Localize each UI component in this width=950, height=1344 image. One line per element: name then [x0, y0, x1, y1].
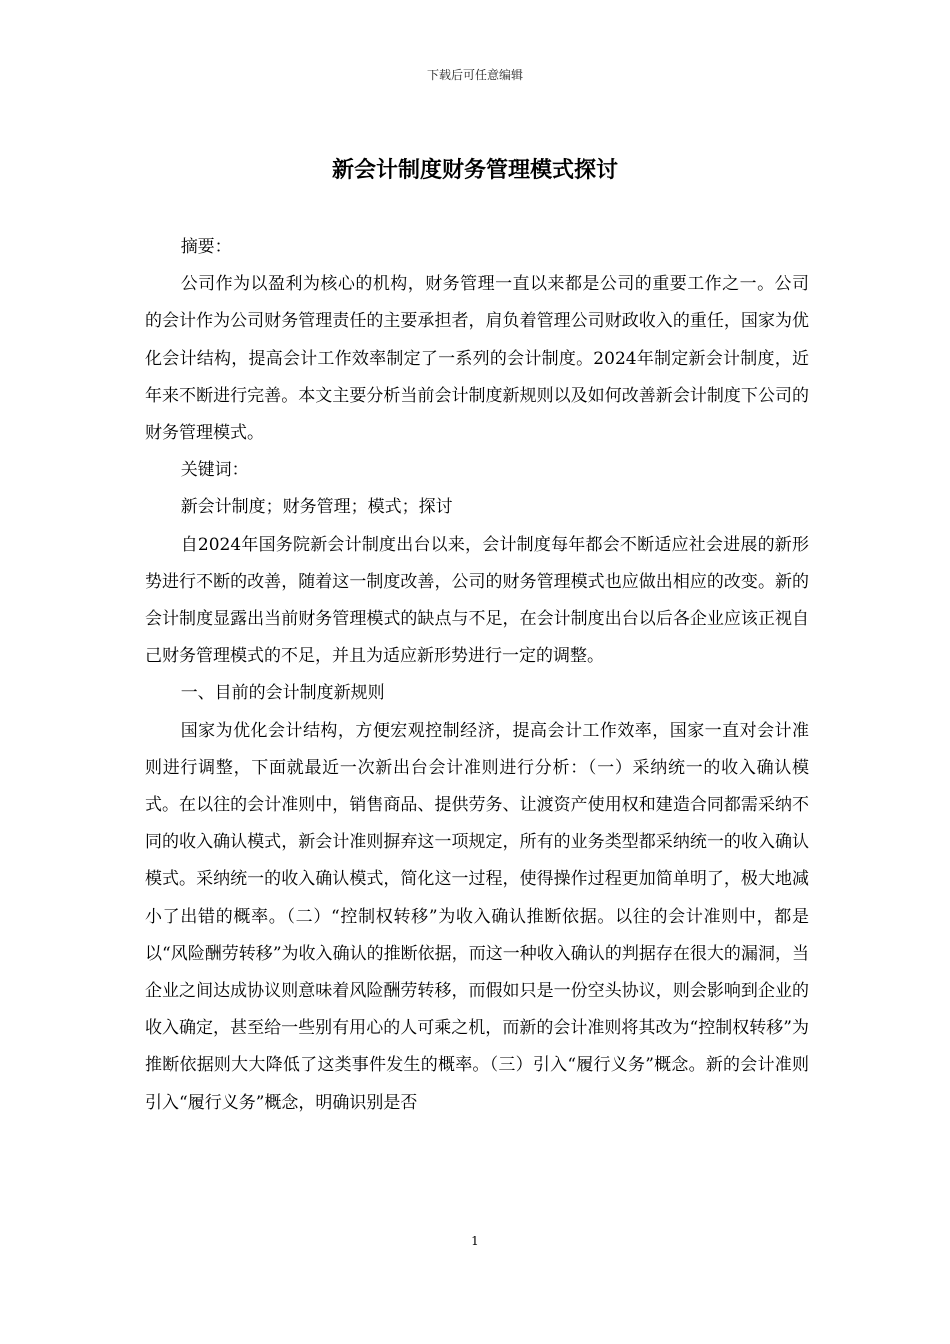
- abstract-paragraph: 公司作为以盈利为核心的机构，财务管理一直以来都是公司的重要工作之一。公司的会计作为公司财务管理责任的主要承担者，肩负着管理公司财政收入的重任，国家为优化会计结构，提高会计工作效率制定了一系列的会计制度。2024年制定新会计制度，近年来不断进行完善。本文主要分析当前会计制度新规则以及如何改善新会计制度下公司的财务管理模式。: [145, 274, 809, 444]
- abstract-heading: 摘要：: [180, 237, 232, 257]
- section-paragraph: 国家为优化会计结构，方便宏观控制经济，提高会计工作效率，国家一直对会计准则进行调整，下面就最近一次新出台会计准则进行分析：（一）采纳统一的收入确认模式。在以往的会计准则中，销售商品、提供劳务、让渡资产使用权和建造合同都需采纳不同的收入确认模式，新会计准则摒弃这一项规定，所有的业务类型都采纳统一的收入确认模式。采纳统一的收入确认模式，简化这一过程，使得操作过程更加简单明了，极大地减小了出错的概率。（二）“控制权转移”为收入确认推断依据。以往的会计准则中，都是以“风险酬劳转移”为收入确认的推断依据，而这一种收入确认的判据存在很大的漏洞，当企业之间达成协议则意味着风险酬劳转移，而假如只是一份空头协议，则会影响到企业的收入确定，甚至给一些别有用心的人可乘之机，而新的会计准则将其改为“控制权转移”为推断依据则大大降低了这类事件发生的概率。（三）引入“履行义务”概念。新的会计准则引入“履行义务”概念，明确识别是否: [145, 720, 809, 1113]
- page-number: 1: [471, 1234, 479, 1248]
- section-heading: 一、目前的会计制度新规则: [180, 683, 385, 704]
- header-note: 下载后可任意编辑: [426, 68, 523, 82]
- keywords-heading: 关键词：: [180, 460, 249, 481]
- keywords-paragraph: 新会计制度；财务管理；模式；探讨: [180, 497, 453, 518]
- document-title: 新会计制度财务管理模式探讨: [331, 157, 618, 183]
- intro-paragraph: 自2024年国务院新会计制度出台以来，会计制度每年都会不断适应社会进展的新形势进行不断的改善，随着这一制度改善，公司的财务管理模式也应做出相应的改变。新的会计制度显露出当前财务管理模式的缺点与不足，在会计制度出台以后各企业应该正视自己财务管理模式的不足，并且为适应新形势进行一定的调整。: [145, 534, 809, 667]
- document-body: [145, 229, 809, 1122]
